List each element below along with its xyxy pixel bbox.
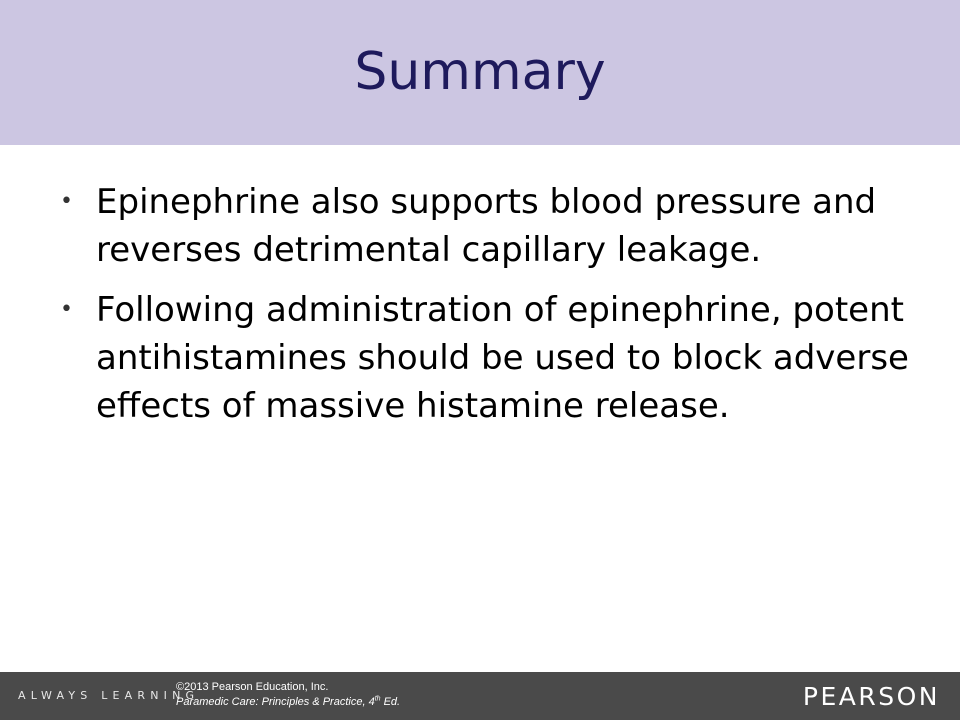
pearson-logo: PEARSON (802, 682, 940, 711)
bullet-text: Following administration of epinephrine, potent antihistamines should be used to block adverse effects of massive histamine release. (96, 290, 909, 426)
bullet-item (0, 178, 960, 274)
bullet-list (0, 178, 960, 442)
bullet-dot-icon: • (60, 189, 73, 214)
bullet-dot-icon: • (60, 297, 73, 322)
copyright-notice (176, 680, 400, 710)
book-title-main: Paramedic Care: Principles & Practice, 4 (176, 696, 375, 708)
edition-label: Ed. (380, 696, 401, 708)
slide-title: Summary (354, 42, 606, 102)
bullet-text: Epinephrine also supports blood pressure and reverses detrimental capillary leakage. (96, 182, 877, 270)
book-title (176, 695, 400, 710)
bullet-item (0, 286, 960, 430)
edition-suffix: th (374, 695, 381, 703)
copyright-line: ©2013 Pearson Education, Inc. (176, 681, 329, 693)
always-learning-tagline: ALWAYS LEARNING (18, 689, 200, 702)
footer-bar (0, 672, 960, 720)
